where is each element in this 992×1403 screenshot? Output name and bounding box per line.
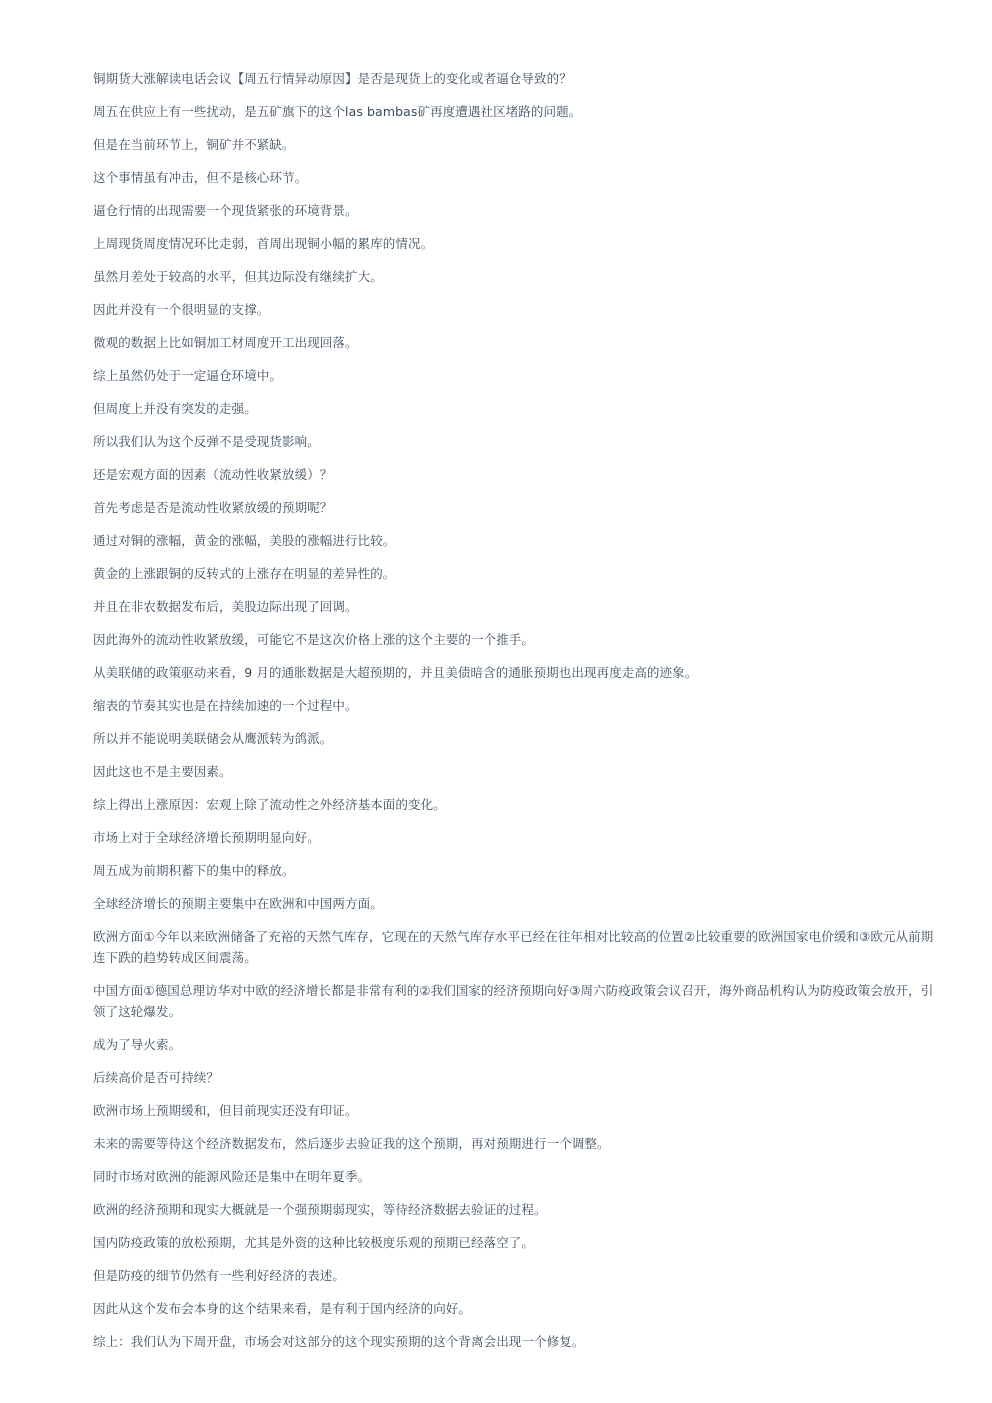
paragraph: 通过对铜的涨幅，黄金的涨幅，美股的涨幅进行比较。 [93, 533, 396, 548]
paragraph: 欧洲市场上预期缓和，但目前现实还没有印证。 [93, 1103, 358, 1118]
paragraph: 逼仓行情的出现需要一个现货紧张的环境背景。 [93, 203, 358, 218]
paragraph: 从美联储的政策驱动来看，9 月的通胀数据是大超预期的，并且美债暗含的通胀预期也出现再度走高的迹象。 [93, 665, 698, 680]
paragraph: 所以并不能说明美联储会从鹰派转为鸽派。 [93, 731, 333, 746]
paragraph: 还是宏观方面的因素（流动性收紧放缓）？ [93, 467, 333, 482]
paragraph: 黄金的上涨跟铜的反转式的上涨存在明显的差异性的。 [93, 566, 396, 581]
paragraph: 并且在非农数据发布后，美股边际出现了回调。 [93, 599, 358, 614]
paragraph: 未来的需要等待这个经济数据发布，然后逐步去验证我的这个预期，再对预期进行一个调整。 [93, 1136, 610, 1151]
paragraph: 周五在供应上有一些扰动，是五矿旗下的这个las bambas矿再度遭遇社区堵路的问题。 [93, 104, 582, 119]
paragraph: 上周现货周度情况环比走弱，首周出现铜小幅的累库的情况。 [93, 236, 434, 251]
paragraph: 全球经济增长的预期主要集中在欧洲和中国两方面。 [93, 896, 383, 911]
paragraph: 国内防疫政策的放松预期，尤其是外资的这种比较极度乐观的预期已经落空了。 [93, 1235, 535, 1250]
paragraph: 但是防疫的细节仍然有一些利好经济的表述。 [93, 1268, 346, 1283]
paragraph: 市场上对于全球经济增长预期明显向好。 [93, 830, 320, 845]
paragraph: 综上得出上涨原因：宏观上除了流动性之外经济基本面的变化。 [93, 797, 446, 812]
paragraph: 因此这也不是主要因素。 [93, 764, 232, 779]
paragraph: 这个事情虽有冲击，但不是核心环节。 [93, 170, 308, 185]
paragraph: 首先考虑是否是流动性收紧放缓的预期呢？ [93, 500, 333, 515]
paragraph: 虽然月差处于较高的水平，但其边际没有继续扩大。 [93, 269, 383, 284]
paragraph: 同时市场对欧洲的能源风险还是集中在明年夏季。 [93, 1169, 371, 1184]
paragraph: 周五成为前期积蓄下的集中的释放。 [93, 863, 295, 878]
paragraph: 微观的数据上比如铜加工材周度开工出现回落。 [93, 335, 358, 350]
paragraph: 综上虽然仍处于一定逼仓环境中。 [93, 368, 283, 383]
paragraph: 成为了导火索。 [93, 1037, 182, 1052]
paragraph: 缩表的节奏其实也是在持续加速的一个过程中。 [93, 698, 358, 713]
paragraph: 综上：我们认为下周开盘，市场会对这部分的这个现实预期的这个背离会出现一个修复。 [93, 1334, 585, 1349]
paragraph: 所以我们认为这个反弹不是受现货影响。 [93, 434, 320, 449]
paragraph: 因此海外的流动性收紧放缓，可能它不是这次价格上涨的这个主要的一个推手。 [93, 632, 535, 647]
paragraph: 欧洲方面①今年以来欧洲储备了充裕的天然气库存，它现在的天然气库存水平已经在往年相对比较高的位置②比较重要的欧洲国家电价缓和③欧元从前期连下跌的趋势转成区间震荡。 [93, 929, 934, 965]
paragraph: 因此从这个发布会本身的这个结果来看，是有利于国内经济的向好。 [93, 1301, 472, 1316]
paragraph: 但周度上并没有突发的走强。 [93, 401, 257, 416]
paragraph: 但是在当前环节上，铜矿并不紧缺。 [93, 137, 295, 152]
paragraph: 欧洲的经济预期和现实大概就是一个强预期弱现实，等待经济数据去验证的过程。 [93, 1202, 547, 1217]
paragraph: 后续高价是否可持续？ [93, 1070, 220, 1085]
document-body [93, 68, 941, 1364]
paragraph: 因此并没有一个很明显的支撑。 [93, 302, 270, 317]
paragraph: 中国方面①德国总理访华对中欧的经济增长都是非常有利的②我们国家的经济预期向好③周六防疫政策会议召开，海外商品机构认为防疫政策会放开，引领了这轮爆发。 [93, 983, 934, 1019]
paragraph: 铜期货大涨解读电话会议【周五行情异动原因】是否是现货上的变化或者逼仓导致的？ [93, 71, 572, 86]
